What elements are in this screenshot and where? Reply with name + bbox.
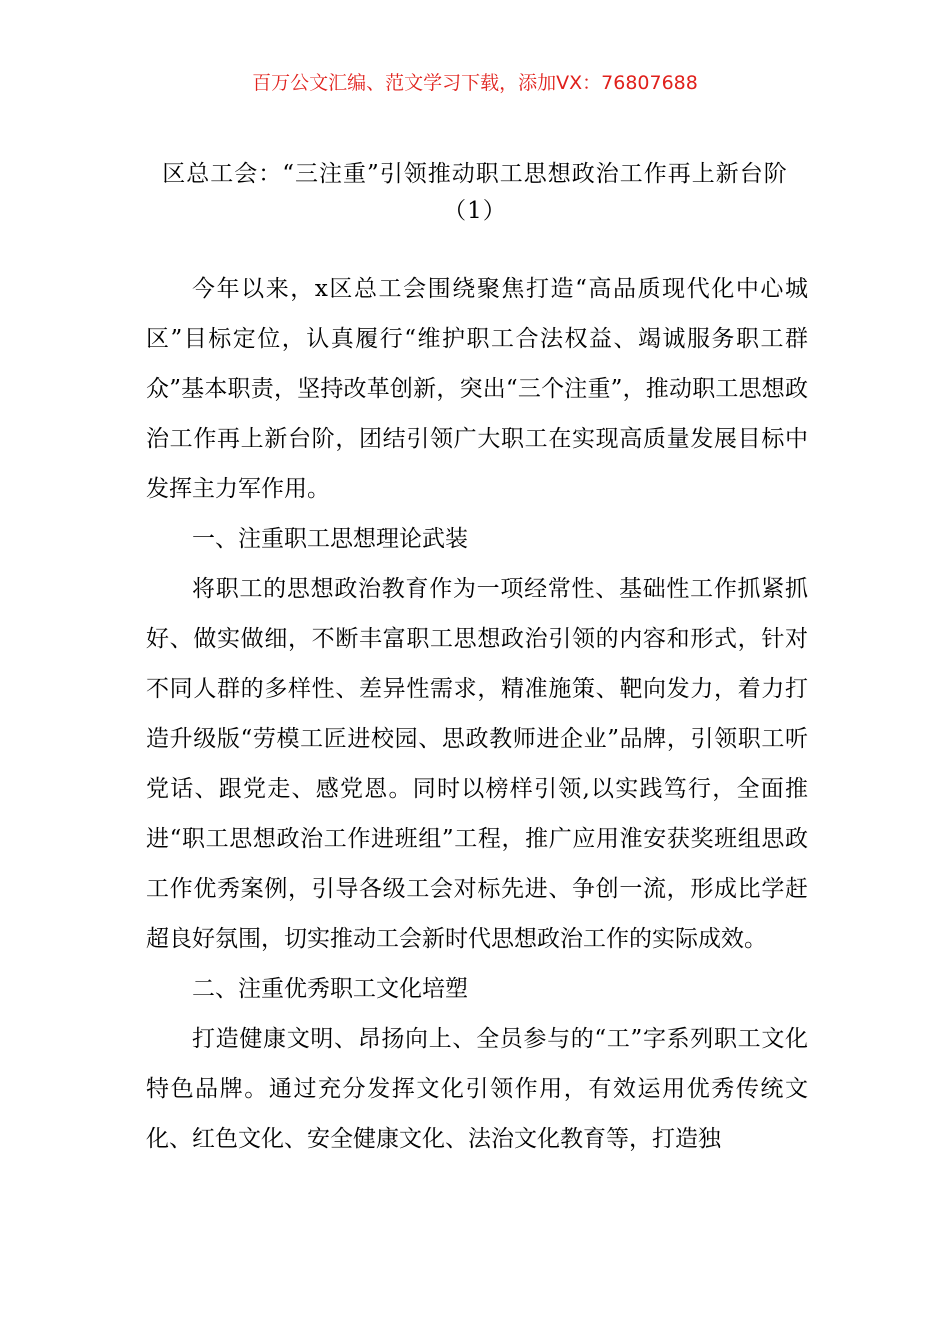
- title-line-2: （1）: [443, 198, 507, 224]
- promo-banner: 百万公文汇编、范文学习下载，添加VX：76807688: [252, 72, 698, 94]
- document-title: [110, 156, 840, 230]
- section-heading-1: 一、注重职工思想理论武装: [192, 526, 468, 552]
- paragraph-intro: 今年以来，x区总工会围绕聚焦打造“高品质现代化中心城区”目标定位，认真履行“维护职工合法权益、竭诚服务职工群众”基本职责，坚持改革创新，突出“三个注重”，推动职工思想政治工作再上新台阶，团结引领广大职工在实现高质量发展目标中发挥主力军作用。: [146, 276, 808, 502]
- section-heading-2: 二、注重优秀职工文化培塑: [192, 976, 468, 1002]
- paragraph-section-1: 将职工的思想政治教育作为一项经常性、基础性工作抓紧抓好、做实做细，不断丰富职工思想政治引领的内容和形式，针对不同人群的多样性、差异性需求，精准施策、靶向发力，着力打造升级版“劳模工匠进校园、思政教师进企业”品牌，引领职工听党话、跟党走、感党恩。同时以榜样引领,以实践笃行，全面推进“职工思想政治工作进班组”工程，推广应用淮安获奖班组思政工作优秀案例，引导各级工会对标先进、争创一流，形成比学赶超良好氛围，切实推动工会新时代思想政治工作的实际成效。: [146, 576, 808, 952]
- title-line-1: 区总工会：“三注重”引领推动职工思想政治工作再上新台阶: [162, 161, 788, 187]
- document-body: [146, 264, 808, 1164]
- paragraph-section-2: 打造健康文明、昂扬向上、全员参与的“工”字系列职工文化特色品牌。通过充分发挥文化引领作用，有效运用优秀传统文化、红色文化、安全健康文化、法治文化教育等，打造独: [146, 1026, 808, 1152]
